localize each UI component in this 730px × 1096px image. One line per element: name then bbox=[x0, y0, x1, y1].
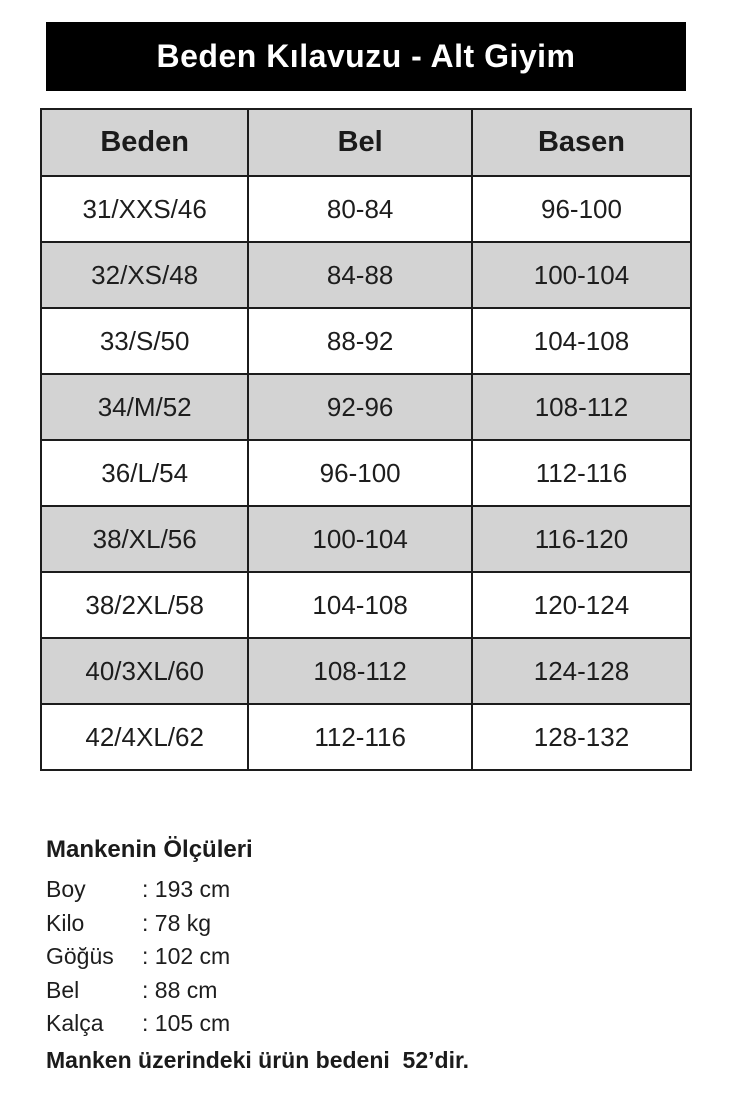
cell-bel: 88-92 bbox=[248, 308, 472, 374]
measurement-value: : 105 cm bbox=[142, 1010, 231, 1036]
measurement-value: : 193 cm bbox=[142, 876, 231, 902]
cell-beden: 38/XL/56 bbox=[41, 506, 248, 572]
cell-beden: 34/M/52 bbox=[41, 374, 248, 440]
cell-bel: 80-84 bbox=[248, 176, 472, 242]
cell-bel: 112-116 bbox=[248, 704, 472, 770]
table-row bbox=[41, 176, 691, 242]
measurement-row-kilo bbox=[46, 907, 686, 941]
measurement-row-kalca bbox=[46, 1007, 686, 1041]
cell-beden: 36/L/54 bbox=[41, 440, 248, 506]
measurement-label: Kilo bbox=[46, 909, 85, 936]
table-row bbox=[41, 440, 691, 506]
table-row bbox=[41, 572, 691, 638]
cell-beden: 38/2XL/58 bbox=[41, 572, 248, 638]
table-row bbox=[41, 242, 691, 308]
model-measurements-section bbox=[46, 836, 686, 1077]
cell-beden: 33/S/50 bbox=[41, 308, 248, 374]
measurement-row-gogus bbox=[46, 940, 686, 974]
measurement-label: Boy bbox=[46, 876, 86, 902]
measurement-label: Göğüs bbox=[46, 943, 114, 969]
measurements-heading: Mankenin Ölçüleri bbox=[46, 836, 253, 863]
table-row bbox=[41, 704, 691, 770]
table-row bbox=[41, 638, 691, 704]
measurement-value: : 88 cm bbox=[142, 976, 218, 1003]
size-guide-table bbox=[40, 108, 692, 771]
col-header-bel: Bel bbox=[248, 109, 472, 176]
cell-beden: 31/XXS/46 bbox=[41, 176, 248, 242]
cell-bel: 104-108 bbox=[248, 572, 472, 638]
cell-beden: 40/3XL/60 bbox=[41, 638, 248, 704]
cell-basen: 128-132 bbox=[472, 704, 691, 770]
cell-basen: 108-112 bbox=[472, 374, 691, 440]
product-size-note: Manken üzerindeki ürün bedeni 52’dir. bbox=[46, 1046, 470, 1073]
cell-basen: 120-124 bbox=[472, 572, 691, 638]
cell-basen: 104-108 bbox=[472, 308, 691, 374]
page-title: Beden Kılavuzu - Alt Giyim bbox=[156, 38, 576, 74]
cell-basen: 100-104 bbox=[472, 242, 691, 308]
cell-bel: 100-104 bbox=[248, 506, 472, 572]
cell-basen: 116-120 bbox=[472, 506, 691, 572]
cell-bel: 96-100 bbox=[248, 440, 472, 506]
cell-basen: 112-116 bbox=[472, 440, 691, 506]
cell-bel: 92-96 bbox=[248, 374, 472, 440]
measurement-value: : 102 cm bbox=[142, 943, 231, 969]
table-row bbox=[41, 308, 691, 374]
measurement-value: : 78 kg bbox=[142, 909, 212, 936]
cell-bel: 84-88 bbox=[248, 242, 472, 308]
measurement-row-bel bbox=[46, 974, 686, 1008]
col-header-basen: Basen bbox=[472, 109, 691, 176]
col-header-beden: Beden bbox=[41, 109, 248, 176]
measurement-row-boy bbox=[46, 873, 686, 907]
title-bar bbox=[46, 22, 686, 91]
table-row bbox=[41, 506, 691, 572]
cell-basen: 96-100 bbox=[472, 176, 691, 242]
table-row bbox=[41, 374, 691, 440]
cell-bel: 108-112 bbox=[248, 638, 472, 704]
table-header-row bbox=[41, 109, 691, 176]
cell-beden: 32/XS/48 bbox=[41, 242, 248, 308]
cell-basen: 124-128 bbox=[472, 638, 691, 704]
cell-beden: 42/4XL/62 bbox=[41, 704, 248, 770]
measurement-label: Bel bbox=[46, 976, 80, 1003]
measurement-label: Kalça bbox=[46, 1010, 104, 1036]
